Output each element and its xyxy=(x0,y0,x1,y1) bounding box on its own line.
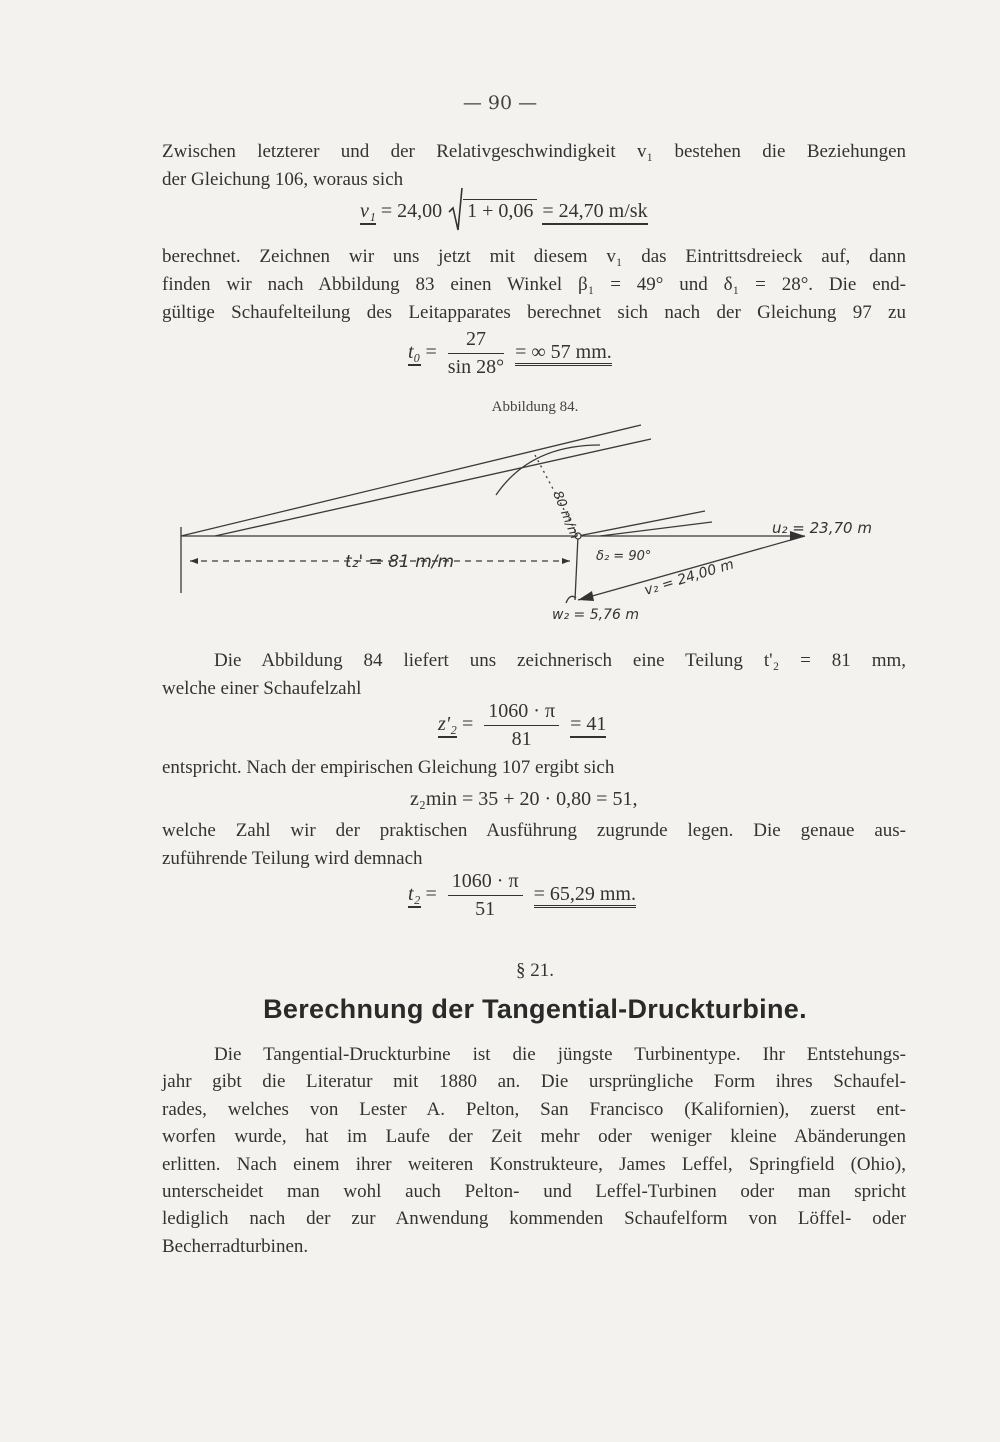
label-w: w₂ = 5,76 m xyxy=(552,607,639,623)
fraction xyxy=(448,870,523,921)
eq-equals: = xyxy=(425,341,437,364)
eq-rhs: = ∞ 57 mm. xyxy=(515,341,612,366)
label-angle-top: 80 m/m xyxy=(549,488,583,542)
paragraph-tangential xyxy=(162,1041,906,1260)
text-line: Die Abbildung 84 liefert uns zeichnerisch eine Teilung t'₂ = 81 mm, xyxy=(214,650,906,671)
eq-equals: = xyxy=(425,883,437,906)
fraction xyxy=(484,700,559,751)
text-line: finden wir nach Abbildung 83 einen Winkel β₁ = 49° und δ₁ = 28°. Die end- xyxy=(162,274,906,295)
equation-t2 xyxy=(408,870,636,921)
equation-z2 xyxy=(438,700,606,751)
text-line: welche einer Schaufelzahl xyxy=(162,678,362,699)
eq-coef: = 24,00 xyxy=(380,200,443,222)
w-line xyxy=(575,536,578,600)
eq-rhs: = 41 xyxy=(570,713,606,738)
text-line: der Gleichung 106, woraus sich xyxy=(162,169,404,190)
text-line: Die Tangential-Druckturbine ist die jüngste Turbinentype. Ihr Entstehungs- xyxy=(214,1044,906,1065)
page-number: — 90 — xyxy=(462,92,538,114)
figure-caption: Abbildung 84. xyxy=(491,399,579,415)
label-u: u₂ = 23,70 m xyxy=(772,519,872,537)
text-line: gültige Schaufelteilung des Leitapparates berechnet sich nach der Gleichung 97 zu xyxy=(162,302,906,323)
sqrt-group xyxy=(447,200,537,223)
denominator: sin 28° xyxy=(447,356,505,378)
text-line: worfen wurde, hat im Laufe der Zeit mehr oder weniger kleine Abänderungen xyxy=(162,1126,906,1148)
equation-t0 xyxy=(408,328,612,379)
text-line: unterscheidet man wohl auch Pelton- und Leffel-Turbinen oder man spricht xyxy=(162,1181,906,1203)
eq-lhs: t₂ xyxy=(408,883,421,908)
label-v: v₂ = 24,00 m xyxy=(642,556,736,599)
text-line: erlitten. Nach einem ihrer weiteren Konstrukteure, James Leffel, Springfield (Ohio), xyxy=(162,1153,906,1175)
paragraph-teilung xyxy=(162,647,906,703)
section-number: § 21. xyxy=(516,960,554,981)
equation-z2min: z₂min = 35 + 20 · 0,80 = 51, xyxy=(410,788,638,810)
eq-lhs: t₀ xyxy=(408,341,421,366)
arrow-dim-right xyxy=(562,558,570,564)
fraction xyxy=(448,328,504,379)
text-line: Zwischen letzterer und der Relativgeschwindigkeit v₁ bestehen die Beziehungen xyxy=(162,141,906,162)
eq-lhs: z'₂ xyxy=(438,713,457,738)
eq-equals: = xyxy=(462,713,474,736)
label-t2: t₂' = 81 m/m xyxy=(345,552,455,572)
text-line: rades, welches von Lester A. Pelton, San Francisco (Kalifornien), zuerst ent- xyxy=(162,1098,906,1120)
text-line: entspricht. Nach der empirischen Gleichung 107 ergibt sich xyxy=(162,757,615,778)
arrow-w xyxy=(578,591,594,601)
text-line: zuführende Teilung wird demnach xyxy=(162,848,423,869)
numerator: 1060 · π xyxy=(484,700,559,726)
numerator: 1060 · π xyxy=(448,870,523,896)
paragraph-intro xyxy=(162,138,906,194)
arrow-dim-left xyxy=(190,558,198,564)
text-line: lediglich nach der zur Anwendung kommenden Schaufelform von Löffel- oder xyxy=(162,1208,906,1230)
denominator: 81 xyxy=(511,728,532,750)
denominator: 51 xyxy=(475,898,496,920)
paragraph-empirical xyxy=(162,754,906,782)
text-line: Becherradturbinen. xyxy=(162,1235,309,1257)
paragraph-calculation xyxy=(162,243,906,327)
section-heading: Berechnung der Tangential-Druckturbine. xyxy=(263,994,807,1024)
blade-line-3 xyxy=(578,511,705,536)
text-line: berechnet. Zeichnen wir uns jetzt mit diesem v₁ das Eintrittsdreieck auf, dann xyxy=(162,246,906,267)
numerator: 27 xyxy=(448,328,504,354)
figure-84-velocity-diagram xyxy=(0,415,1000,630)
label-delta: δ₂ = 90° xyxy=(596,549,652,564)
text-line: welche Zahl wir der praktischen Ausführung zugrunde legen. Die genaue aus- xyxy=(162,820,906,841)
paragraph-praktisch xyxy=(162,817,906,873)
text-line: jahr gibt die Literatur mit 1880 an. Die ursprüngliche Form ihres Schaufel- xyxy=(162,1071,906,1093)
eq-radicand: 1 + 0,06 xyxy=(463,199,537,222)
eq-rhs: = 65,29 mm. xyxy=(534,883,636,908)
eq-lhs: v₁ xyxy=(360,200,376,225)
equation-v1 xyxy=(360,200,648,223)
blade-line-2 xyxy=(215,439,651,536)
sqrt-sign xyxy=(447,186,463,234)
eq-rhs: = 24,70 m/sk xyxy=(542,200,647,225)
